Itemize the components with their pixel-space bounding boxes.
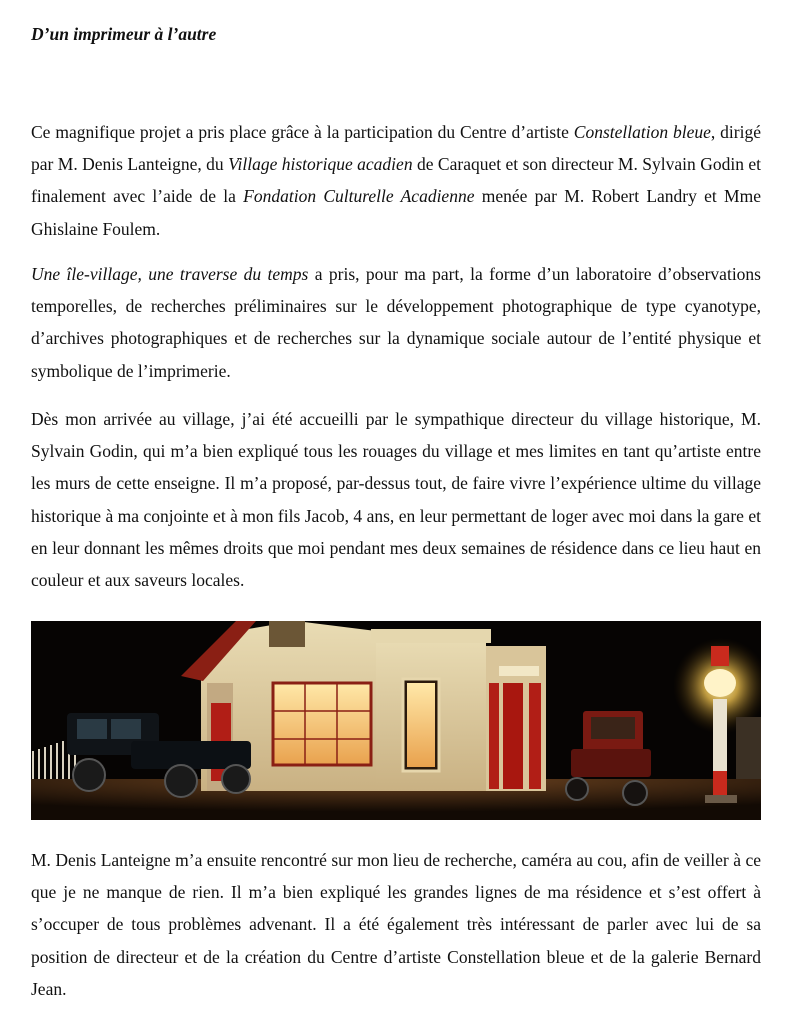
p1-text-4: menée par M. Robert Landry et Mme Ghislaine Foulem.	[31, 186, 761, 239]
paragraph-acknowledgements	[31, 116, 761, 245]
p2-text-1: a pris, pour ma part, la forme d’un laboratoire d’observations temporelles, de recherches préliminaires sur le développement photographique de type cyanotype, d’archives photographiques et de recherches sur la dynamique sociale autour de l’entité physique et symbolique de l’imprimerie.	[31, 264, 761, 381]
garage-door-1	[489, 683, 499, 789]
p1-text-1: Ce magnifique projet a pris place grâce à la participation du Centre d’artiste	[31, 122, 574, 142]
upper-window	[269, 621, 305, 647]
garage-door-3	[529, 683, 541, 789]
paragraph-arrival: Dès mon arrivée au village, j’ai été accueilli par le sympathique directeur du village historique, M. Sylvain Godin, qui m’a bien expliqué tous les rouages du village et mes limites en tant qu’artiste entre les murs de cette enseigne. Il m’a proposé, par-dessus tout, de faire vivre l’expérience ultime du village historique à ma conjointe et à mon fils Jacob, 4 ans, en leur permettant de loger avec moi dans la gare et en leur donnant les mêmes droits que moi pendant mes deux semaines de résidence dans ce lieu haut en couleur et aux saveurs locales.	[31, 409, 761, 591]
background-house	[736, 717, 761, 779]
document-heading: D’un imprimeur à l’autre	[31, 24, 217, 44]
paragraph-meeting: M. Denis Lanteigne m’a ensuite rencontré sur mon lieu de recherche, caméra au cou, afin de veiller à ce que je ne manque de rien. Il m’a bien expliqué les grandes lignes de ma résidence et s’est offert à s’occuper de tous problèmes advenant. Il a été également très intéressant de parler avec lui de sa position de directeur et de la création du Centre d’artiste Constellation bleue et de la galerie Bernard Jean.	[31, 850, 761, 999]
tower-window-glow	[407, 683, 435, 767]
p1-text-3: de Caraquet et son directeur M. Sylvain Godin et finalement avec l’aide de la	[31, 154, 761, 207]
p2-italic-title: Une île-village, une traverse du temps	[31, 264, 309, 284]
p1-italic-village: Village historique acadien	[228, 154, 413, 175]
p1-italic-constellation: Constellation bleue	[573, 122, 711, 142]
tower-cornice	[371, 629, 491, 643]
gas-station-night-photo	[31, 621, 761, 820]
p1-text-2: , dirigé par M. Denis Lanteigne, du	[31, 122, 761, 175]
paragraph-project	[31, 258, 761, 387]
garage-door-2	[503, 683, 523, 789]
shop-window	[273, 683, 371, 765]
garage-sign	[499, 666, 539, 676]
p1-italic-fondation: Fondation Culturelle Acadienne	[243, 186, 475, 207]
photo-illustration	[31, 621, 761, 820]
